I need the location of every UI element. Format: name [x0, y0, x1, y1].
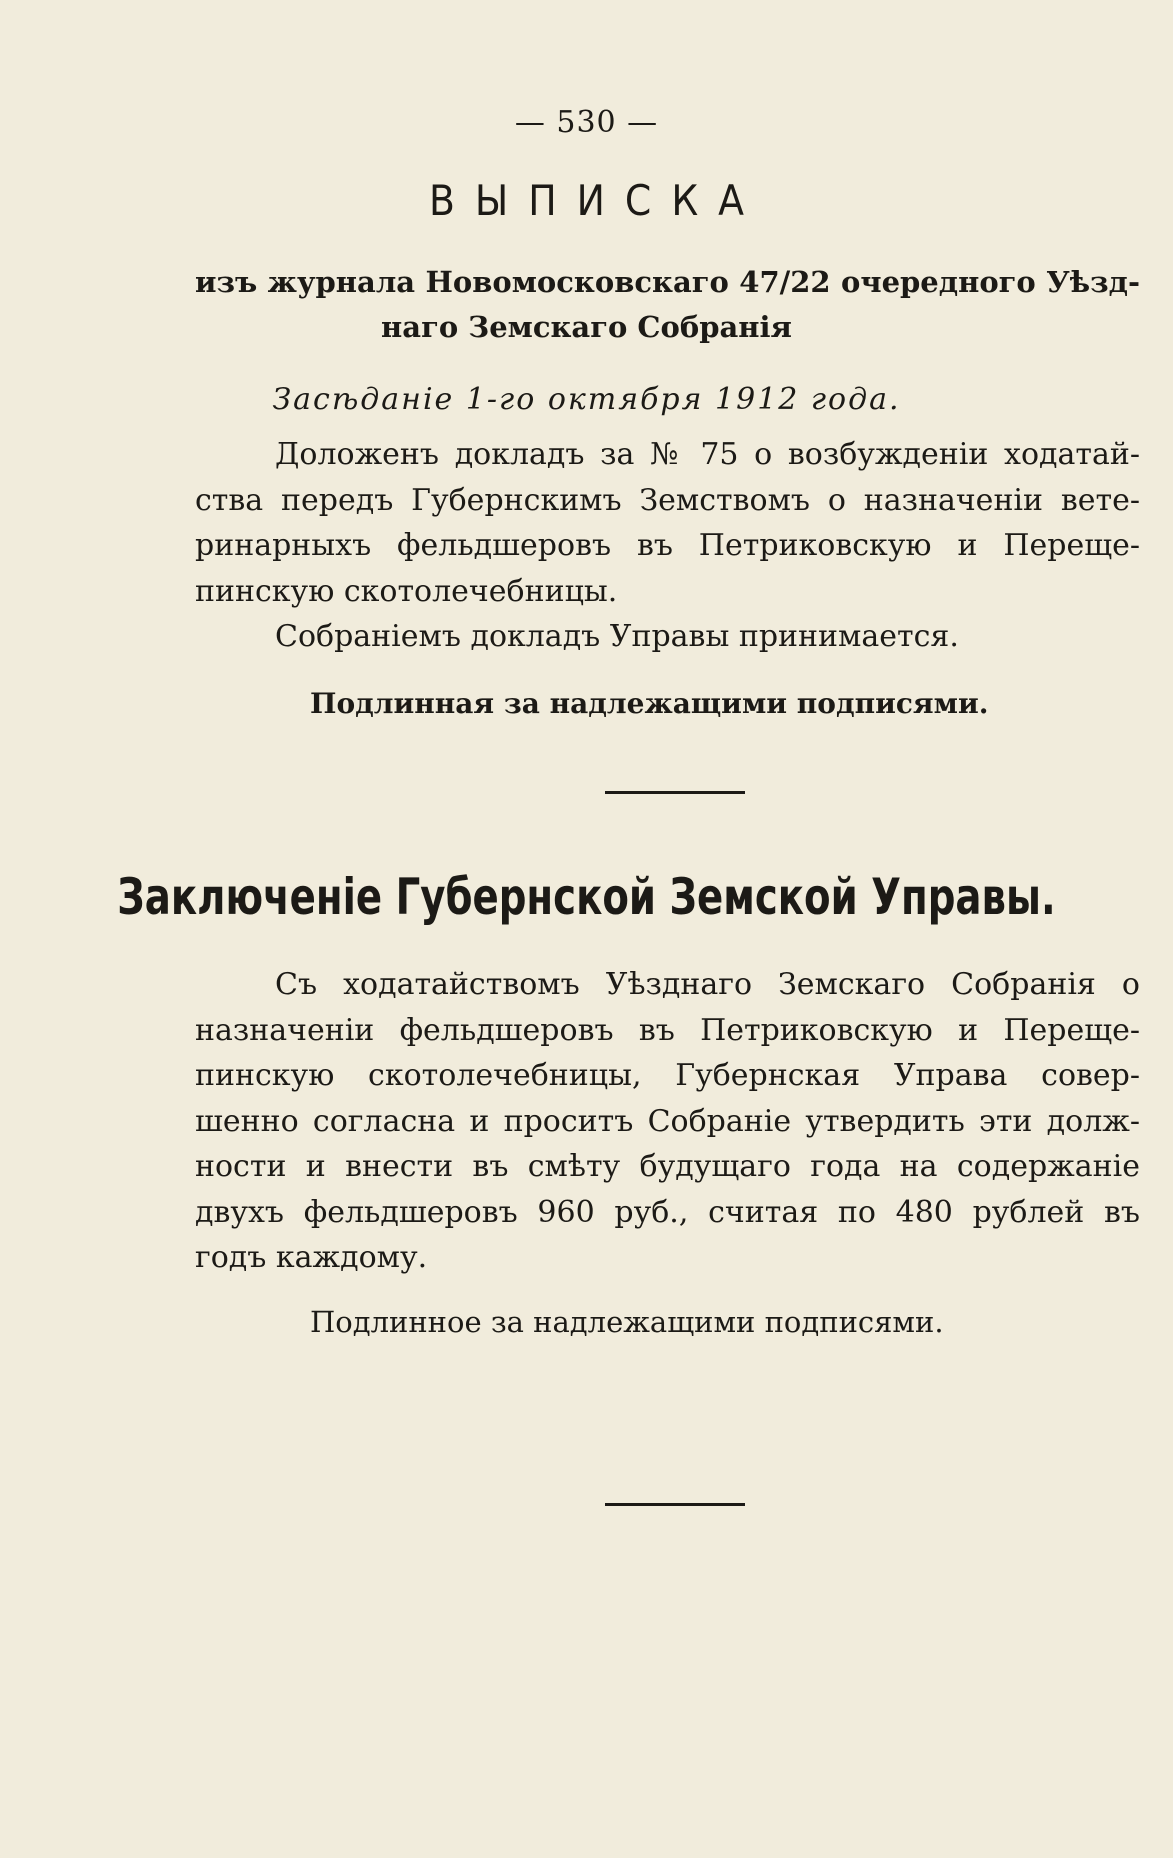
page-number: — 530 —: [514, 105, 659, 140]
subtitle-line-2: наго Земскаго Собранія: [381, 310, 792, 344]
conclusion-line: назначеніи фельдшеровъ въ Петриковскую и Переще-: [195, 1012, 1140, 1048]
report-paragraph: [195, 432, 1140, 614]
signature-note-1: Подлинная за надлежащими подписями.: [310, 687, 989, 720]
subtitle-line-1: изъ журнала Новомосковскаго 47/22 очередного Уѣзд-: [195, 265, 1140, 299]
signature-note-2: Подлинное за надлежащими подписями.: [310, 1305, 944, 1339]
report-decision: Собраніемъ докладъ Управы принимается.: [275, 619, 959, 654]
conclusion-paragraph: [195, 962, 1140, 1281]
conclusion-line: ности и внести въ смѣту будущаго года на содержаніе: [195, 1149, 1140, 1184]
report-line: ринарныхъ фельдшеровъ въ Петриковскую и Перещe-: [195, 528, 1140, 563]
document-heading: ВЫПИСКА: [428, 176, 764, 225]
conclusion-line: Съ ходатайствомъ Уѣзднаго Земскаго Собранія о: [275, 967, 1140, 1002]
conclusion-line: двухъ фельдшеровъ 960 руб., считая по 480 рублей въ: [195, 1194, 1140, 1230]
conclusion-line: шенно согласна и проситъ Собраніе утвердить эти долж-: [195, 1103, 1140, 1139]
report-line: ства передъ Губернскимъ Земствомъ о назначеніи вете-: [195, 482, 1140, 518]
report-line: пинскую скотолечебницы.: [195, 573, 618, 609]
divider-rule: [605, 791, 745, 794]
session-date: Засѣданіе 1-го октября 1912 года.: [272, 382, 901, 417]
conclusion-title: Заключеніе Губернской Земской Управы.: [117, 868, 1056, 926]
conclusion-line: годъ каждому.: [195, 1240, 428, 1275]
conclusion-line: пинскую скотолечебницы, Губернская Управа совер-: [195, 1058, 1140, 1093]
divider-rule-bottom: [605, 1503, 745, 1506]
report-line: Доложенъ докладъ за № 75 о возбужденіи ходатай-: [275, 437, 1140, 472]
